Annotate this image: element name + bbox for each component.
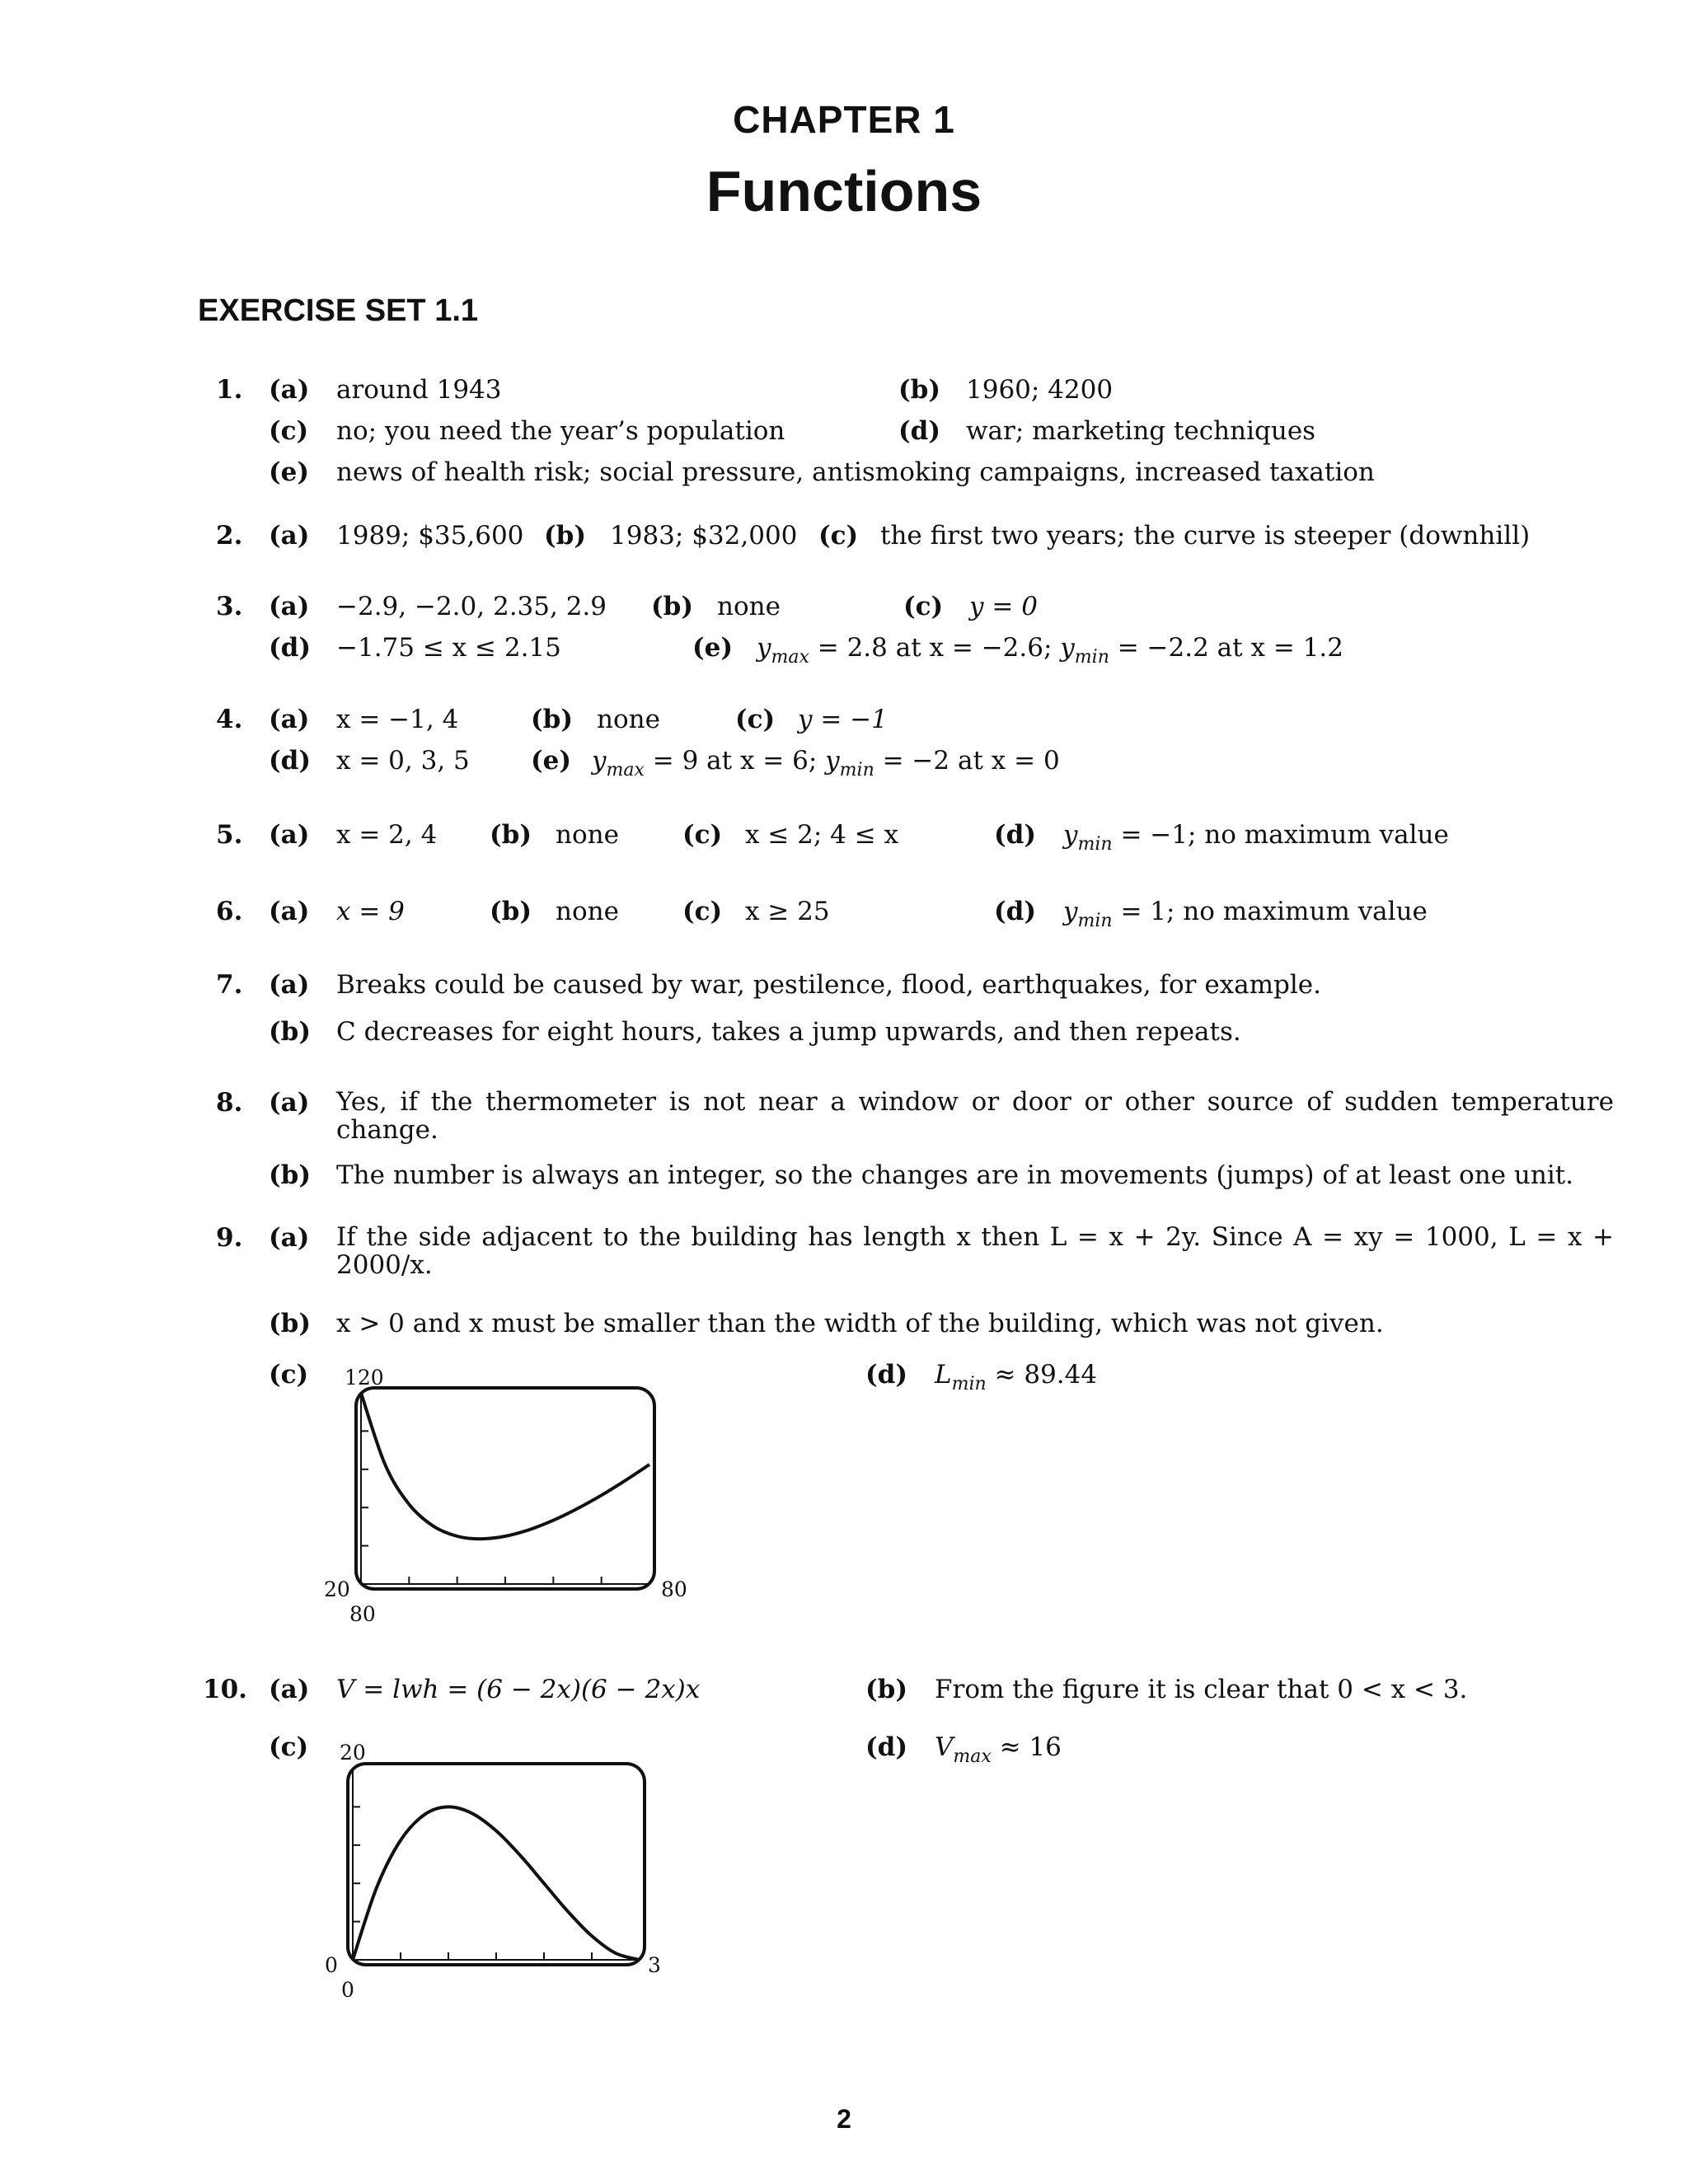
part-label: (b) [651,592,694,621]
answer-text: no; you need the year’s population [336,416,785,446]
exercise-number: 6. [216,897,243,926]
answer-text: none [597,705,660,734]
part-label: (a) [269,820,310,850]
answer-text: around 1943 [336,375,502,405]
series-line [361,1393,649,1539]
part-label: (c) [682,820,723,850]
answer-text: V = lwh = (6 − 2x)(6 − 2x)x [336,1675,701,1704]
part-label: (e) [269,457,310,487]
answer-text: −1.75 ≤ x ≤ 2.15 [336,633,561,663]
exercise-number: 2. [216,521,243,551]
part-label: (a) [269,592,310,621]
answer-text: $y_{max} = 2.8$ at x = −2.6; $y_{min} = -2.2$ at x = 1.2 [757,633,1343,668]
plot-frame [348,1764,645,1965]
part-label: (b) [544,521,587,551]
part-label: (c) [818,521,859,551]
answer-text: 1989; $35,600 [336,521,524,551]
part-label: (b) [269,1017,312,1047]
chapter-label: CHAPTER 1 [733,98,955,141]
answer-text: the first two years; the curve is steeper (downhill) [880,521,1531,551]
exercise-number: 9. [216,1223,243,1253]
exercise-number: 1. [216,375,243,405]
answer-text: x ≤ 2; 4 ≤ x [745,820,899,850]
x-min-tick-label: 0 [341,1978,354,2002]
part-label: (b) [490,820,532,850]
answer-text: If the side adjacent to the building has length x then L = x + 2y. Since A = xy = 1000, L = x + 2000/x. [336,1222,1614,1280]
answer-text: y = 0 [969,592,1038,621]
answer-text: 1960; 4200 [966,375,1114,405]
part-label: (d) [269,633,312,663]
part-label: (a) [269,897,310,926]
part-label: (a) [269,1088,310,1118]
y-max-tick-label: 20 [340,1741,366,1765]
answer-text: The number is always an integer, so the changes are in movements (jumps) of at least one unit. [336,1160,1574,1190]
x-min-tick-label: 80 [349,1602,376,1626]
answer-text: From the figure it is clear that 0 < x < 3. [935,1675,1468,1704]
plot-10c-chart [346,1762,646,1966]
answer-text: x = 9 [336,897,405,926]
page-number: 2 [837,2104,851,2134]
answer-text: none [556,820,619,850]
answer-text: war; marketing techniques [966,416,1316,446]
answer-text: Yes, if the thermometer is not near a window or door or other source of sudden temperature change. [336,1087,1614,1145]
exercise-number: 8. [216,1088,243,1118]
exercise-number: 10. [203,1675,247,1704]
part-label: (c) [269,1732,309,1762]
part-label: (b) [490,897,532,926]
y-min-tick-label: 0 [325,1953,338,1977]
x-max-tick-label: 80 [661,1577,687,1601]
part-label: (b) [269,1160,312,1190]
part-label: (a) [269,375,310,405]
answer-text: −2.9, −2.0, 2.35, 2.9 [336,592,607,621]
part-label: (b) [865,1675,908,1704]
exercise-number: 3. [216,592,243,621]
part-label: (a) [269,970,310,1000]
part-label: (c) [269,416,309,446]
answer-text: x = −1, 4 [336,705,459,734]
part-label: (a) [269,1223,310,1253]
chapter-title: Functions [706,159,982,223]
answer-text: C decreases for eight hours, takes a jump upwards, and then repeats. [336,1017,1241,1047]
part-label: (c) [269,1360,309,1390]
answer-text: news of health risk; social pressure, antismoking campaigns, increased taxation [336,457,1375,487]
x-max-tick-label: 3 [648,1953,661,1977]
y-max-tick-label: 120 [345,1366,384,1390]
series-line [353,1807,640,1960]
part-label: (b) [898,375,941,405]
part-label: (e) [531,746,572,776]
exercise-number: 4. [216,705,243,734]
answer-text: x = 0, 3, 5 [336,746,470,776]
exercise-number: 7. [216,970,243,1000]
part-label: (a) [269,1675,310,1704]
answer-text: $y_{min} = 1$; no maximum value [1063,897,1428,931]
answer-text: $V_{max} \approx 16$ [935,1732,1062,1767]
answer-text: 1983; $32,000 [610,521,798,551]
answer-text: $L_{min} \approx 89.44$ [935,1360,1098,1394]
part-label: (e) [692,633,734,663]
answer-text: x ≥ 25 [745,897,830,926]
part-label: (d) [994,897,1037,926]
part-label: (b) [269,1309,312,1338]
y-min-tick-label: 20 [324,1577,350,1601]
part-label: (c) [903,592,944,621]
part-label: (c) [735,705,776,734]
part-label: (d) [269,746,312,776]
section-title: EXERCISE SET 1.1 [198,293,479,328]
part-label: (a) [269,521,310,551]
answer-text: x > 0 and x must be smaller than the width of the building, which was not given. [336,1309,1384,1338]
answer-text: $y_{max} = 9$ at x = 6; $y_{min} = -2$ at x = 0 [592,746,1060,780]
answer-text: $y_{min} = -1$; no maximum value [1063,820,1449,855]
part-label: (c) [682,897,723,926]
part-label: (d) [898,416,941,446]
plot-9c-chart [354,1386,656,1591]
answer-text: Breaks could be caused by war, pestilence, flood, earthquakes, for example. [336,970,1321,1000]
part-label: (a) [269,705,310,734]
answer-text: y = −1 [798,705,888,734]
part-label: (d) [994,820,1037,850]
answer-text: none [717,592,781,621]
answer-text: x = 2, 4 [336,820,438,850]
exercise-number: 5. [216,820,243,850]
part-label: (b) [531,705,574,734]
answer-text: none [556,897,619,926]
part-label: (d) [865,1360,908,1390]
part-label: (d) [865,1732,908,1762]
